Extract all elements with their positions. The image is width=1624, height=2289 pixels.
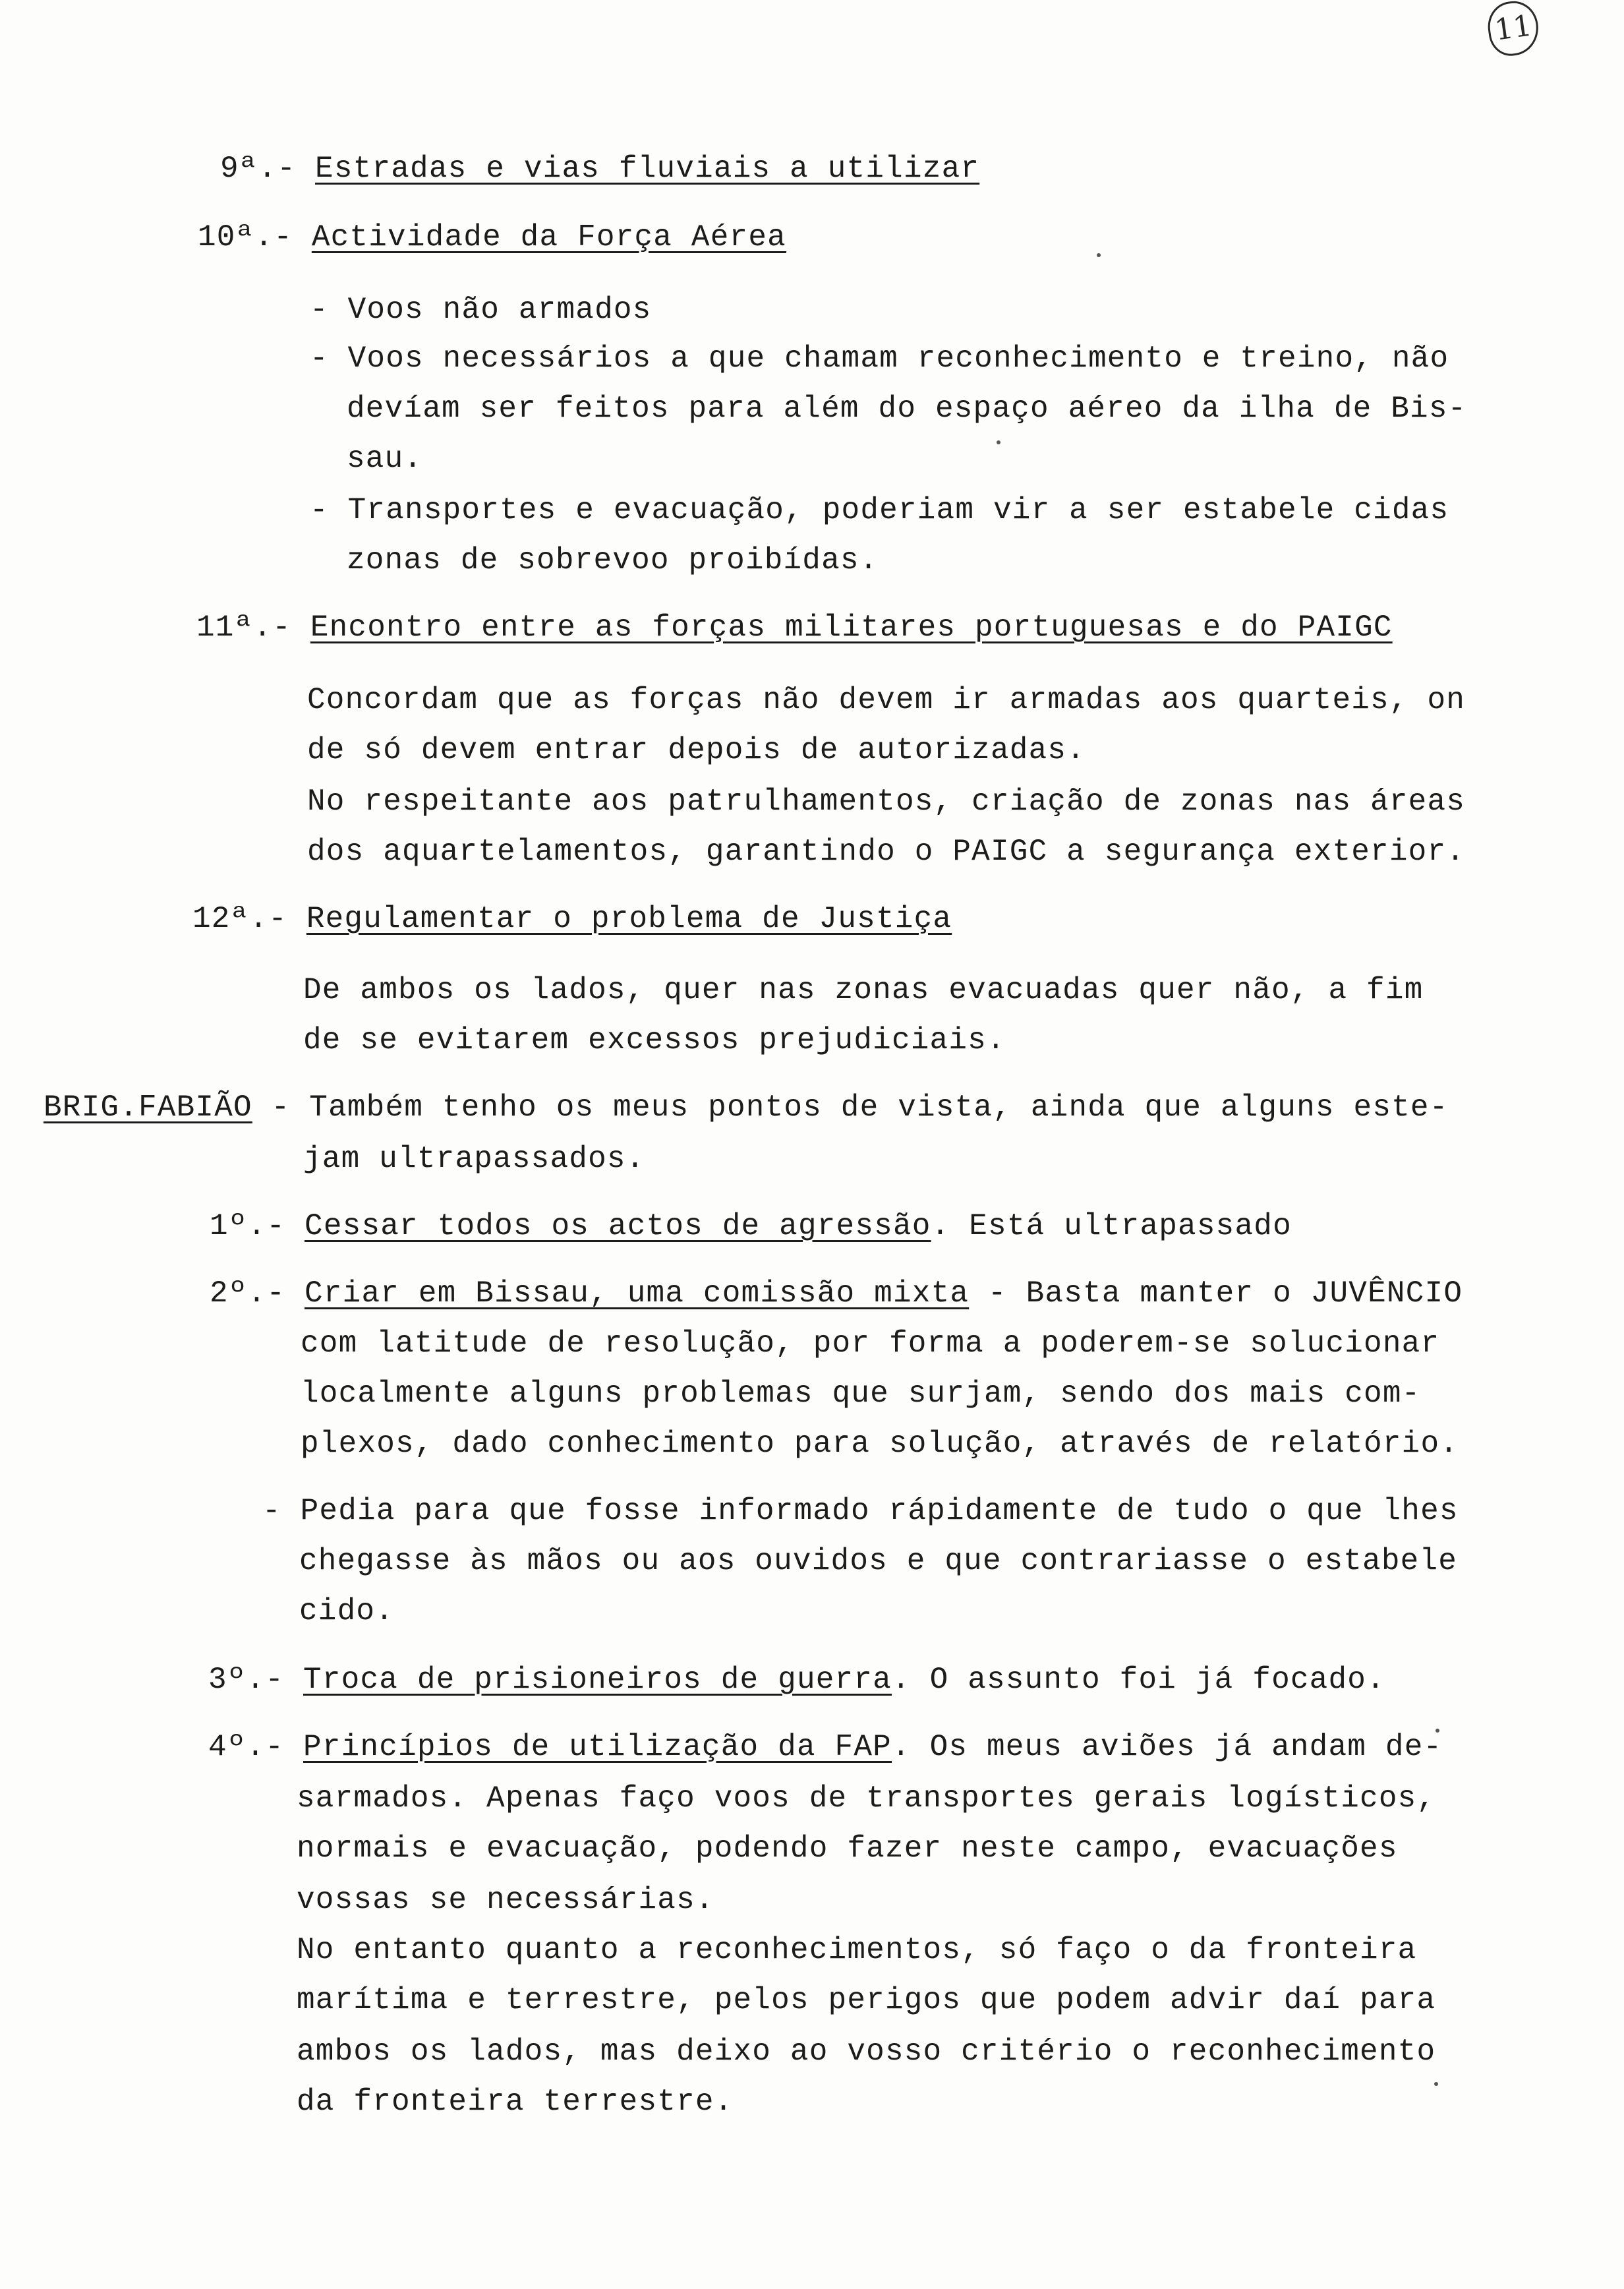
text-line: jam ultrapassados. — [303, 1142, 645, 1176]
item-heading: Criar em Bissau, uma comissão mixta — [304, 1276, 970, 1311]
item-text: . Os meus aviões já andam de- — [891, 1730, 1443, 1764]
bullet-line: - Voos não armados — [310, 293, 652, 327]
text-line: Concordam que as forças não devem ir armadas aos quarteis, on — [307, 683, 1466, 717]
text-line: plexos, dado conhecimento para solução, através de relatório. — [301, 1427, 1459, 1461]
item-heading: Princípios de utilização da FAP — [303, 1730, 892, 1764]
scan-speck — [1434, 2082, 1438, 2086]
item-heading: Actividade da Força Aérea — [311, 220, 786, 254]
item-number: 2º.- — [210, 1276, 305, 1311]
item-number: 10ª.- — [198, 220, 312, 254]
item-text: - Basta manter o JUVÊNCIO — [969, 1276, 1463, 1311]
scan-speck — [997, 440, 1000, 444]
text-line: zonas de sobrevoo proibídas. — [347, 543, 879, 578]
item-11-line — [196, 608, 1393, 647]
item-heading: Cessar todos os actos de agressão — [304, 1209, 931, 1243]
item-heading: Encontro entre as forças militares portuguesas e do PAIGC — [310, 610, 1393, 645]
text-line: da fronteira terrestre. — [297, 2085, 734, 2119]
text-line: de só devem entrar depois de autorizadas. — [307, 733, 1086, 767]
point-3-line — [208, 1660, 1385, 1700]
text-line: De ambos os lados, quer nas zonas evacuadas quer não, a fim — [303, 973, 1424, 1007]
item-heading: Regulamentar o problema de Justiça — [306, 902, 952, 936]
text-line: sau. — [347, 442, 423, 476]
text-line: normais e evacuação, podendo fazer neste campo, evacuações — [297, 1831, 1398, 1866]
text-line: sarmados. Apenas faço voos de transportes gerais logísticos, — [297, 1781, 1436, 1816]
speaker-name: BRIG.FABIÃO — [44, 1090, 252, 1125]
point-2-line — [210, 1274, 1463, 1313]
text-line: No entanto quanto a reconhecimentos, só faço o da fronteira — [297, 1933, 1417, 1967]
item-9-line — [220, 149, 979, 189]
item-number: 11ª.- — [196, 610, 310, 645]
item-number: 4º.- — [208, 1730, 304, 1764]
item-heading: Troca de prisioneiros de guerra — [303, 1663, 892, 1697]
speaker-text: - Também tenho os meus pontos de vista, ainda que alguns este- — [252, 1090, 1449, 1125]
text-line: chegasse às mãos ou aos ouvidos e que contrariasse o estabele — [299, 1544, 1458, 1578]
text-line: localmente alguns problemas que surjam, sendo dos mais com- — [301, 1377, 1421, 1411]
text-line: de se evitarem excessos prejudiciais. — [303, 1023, 1006, 1057]
text-line: devíam ser feitos para além do espaço aéreo da ilha de Bis- — [347, 392, 1467, 426]
item-heading: Estradas e vias fluviais a utilizar — [315, 152, 980, 186]
text-line: marítima e terrestre, pelos perigos que podem advir daí para — [297, 1983, 1436, 2017]
item-number: 1º.- — [210, 1209, 305, 1243]
bullet-line: - Pedia para que fosse informado rápidamente de tudo o que lhes — [262, 1494, 1459, 1528]
point-4-line — [208, 1727, 1442, 1767]
item-number: 12ª.- — [192, 902, 306, 936]
scan-speck — [1097, 253, 1101, 257]
speaker-line — [44, 1088, 1449, 1127]
bullet-line: - Voos necessários a que chamam reconhecimento e treino, não — [310, 342, 1449, 376]
text-line: ambos os lados, mas deixo ao vosso critério o reconhecimento — [297, 2035, 1436, 2069]
text-line: dos aquartelamentos, garantindo o PAIGC a segurança exterior. — [307, 835, 1466, 869]
item-12-line — [192, 899, 952, 939]
text-line: cido. — [299, 1594, 395, 1628]
point-1-line — [210, 1206, 1292, 1246]
text-line: vossas se necessárias. — [297, 1883, 714, 1917]
page-number-stamp: 11 — [1485, 0, 1542, 59]
item-text: . O assunto foi já focado. — [891, 1663, 1385, 1697]
item-number: 9ª.- — [220, 152, 316, 186]
item-text: . Está ultrapassado — [931, 1209, 1292, 1243]
item-number: 3º.- — [208, 1663, 304, 1697]
text-line: com latitude de resolução, por forma a poderem-se solucionar — [301, 1326, 1440, 1361]
bullet-line: - Transportes e evacuação, poderiam vir a ser estabele cidas — [310, 493, 1449, 527]
item-10-line — [198, 218, 786, 257]
text-line: No respeitante aos patrulhamentos, criação de zonas nas áreas — [307, 785, 1466, 819]
